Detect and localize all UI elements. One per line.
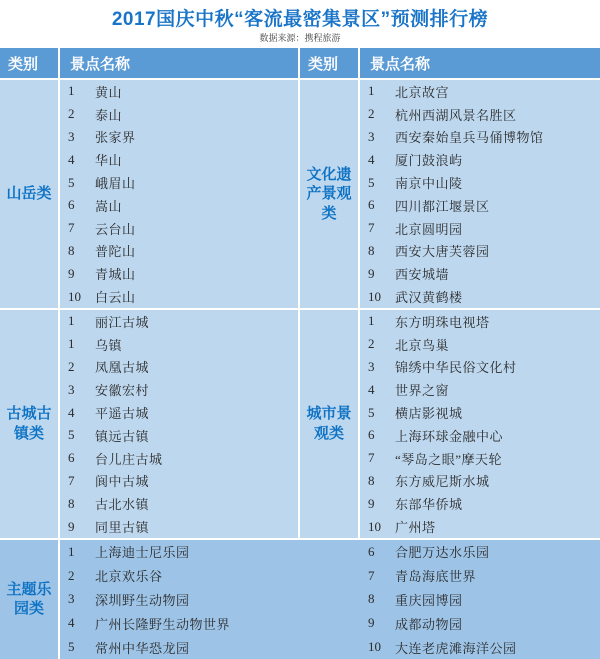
spot-name: 黄山 bbox=[95, 84, 123, 100]
table-row bbox=[60, 103, 298, 126]
table-row bbox=[360, 171, 600, 194]
rank-number: 5 bbox=[68, 174, 75, 190]
table-row bbox=[360, 103, 600, 126]
rank-number: 3 bbox=[368, 358, 375, 374]
rank-number: 9 bbox=[68, 518, 75, 534]
spot-name: 青岛海底世界 bbox=[395, 569, 477, 585]
table-row bbox=[360, 217, 600, 240]
rank-number: 3 bbox=[68, 128, 75, 144]
band-theme-parks bbox=[0, 540, 600, 659]
spot-name: 镇远古镇 bbox=[95, 428, 150, 444]
rank-number: 1 bbox=[68, 83, 75, 99]
rank-number: 5 bbox=[368, 174, 375, 190]
table-row bbox=[60, 356, 298, 379]
header-name-right: 景点名称 bbox=[360, 48, 600, 78]
table-row bbox=[60, 564, 360, 588]
rank-number: 2 bbox=[68, 106, 75, 122]
rank-number: 6 bbox=[368, 543, 375, 559]
rank-number: 5 bbox=[68, 639, 75, 655]
spot-name: 上海迪士尼乐园 bbox=[95, 545, 190, 561]
rank-number: 5 bbox=[368, 404, 375, 420]
spot-name: 乌镇 bbox=[95, 337, 123, 353]
table-row bbox=[360, 447, 600, 470]
rank-number: 8 bbox=[368, 472, 375, 488]
spot-name: 东部华侨城 bbox=[395, 497, 463, 513]
spot-name: 台儿庄古城 bbox=[95, 451, 163, 467]
spot-name: 西安秦始皇兵马俑博物馆 bbox=[395, 130, 544, 146]
rank-number: 9 bbox=[368, 265, 375, 281]
spot-name: 古北水镇 bbox=[95, 497, 150, 513]
table-row bbox=[60, 310, 298, 333]
rank-number: 4 bbox=[68, 615, 75, 631]
spot-name: 张家界 bbox=[95, 130, 136, 146]
table-row bbox=[360, 424, 600, 447]
table-row bbox=[360, 378, 600, 401]
table-row bbox=[60, 635, 360, 659]
rank-number: 2 bbox=[368, 336, 375, 352]
rank-number: 4 bbox=[68, 404, 75, 420]
rank-number: 7 bbox=[368, 567, 375, 583]
spot-name: 厦门鼓浪屿 bbox=[395, 153, 463, 169]
spot-name: 横店影视城 bbox=[395, 406, 463, 422]
table-row bbox=[360, 310, 600, 333]
items-list-theme-parks-6-10 bbox=[360, 540, 600, 659]
rank-number: 8 bbox=[368, 591, 375, 607]
table-row bbox=[60, 540, 360, 564]
rank-number: 8 bbox=[68, 242, 75, 258]
rank-number: 7 bbox=[68, 220, 75, 236]
table-row bbox=[360, 401, 600, 424]
table-row bbox=[360, 285, 600, 308]
spot-name: 北京圆明园 bbox=[395, 221, 463, 237]
table-row bbox=[360, 148, 600, 171]
table-row bbox=[60, 378, 298, 401]
spot-name: 重庆园博园 bbox=[395, 592, 463, 608]
rank-number: 1 bbox=[68, 313, 75, 329]
table-header-row bbox=[0, 48, 600, 78]
spot-name: 丽江古城 bbox=[95, 314, 150, 330]
header-name-left: 景点名称 bbox=[60, 48, 300, 78]
rank-number: 10 bbox=[368, 518, 381, 534]
spot-name: 成都动物园 bbox=[395, 616, 463, 632]
rank-number: 10 bbox=[368, 639, 381, 655]
spot-name: 东方威尼斯水城 bbox=[395, 474, 490, 490]
spot-name: 安徽宏村 bbox=[95, 383, 150, 399]
header-category-right: 类别 bbox=[300, 48, 360, 78]
table-row bbox=[60, 401, 298, 424]
spot-name: 世界之窗 bbox=[395, 383, 450, 399]
spot-name: 嵩山 bbox=[95, 198, 123, 214]
table-row bbox=[60, 194, 298, 217]
spot-name: 常州中华恐龙园 bbox=[95, 640, 190, 656]
rank-number: 8 bbox=[368, 242, 375, 258]
rank-number: 9 bbox=[368, 495, 375, 511]
table-row bbox=[60, 492, 298, 515]
rank-number: 1 bbox=[368, 83, 375, 99]
spot-name: 深圳野生动物园 bbox=[95, 592, 190, 608]
rank-number: 7 bbox=[368, 450, 375, 466]
spot-name: 西安大唐芙蓉园 bbox=[395, 244, 490, 260]
spot-name: 南京中山陵 bbox=[395, 176, 463, 192]
table-row bbox=[360, 564, 600, 588]
table-row bbox=[60, 470, 298, 493]
spot-name: 同里古镇 bbox=[95, 520, 150, 536]
category-cell-cityscape: 城市景观类 bbox=[300, 310, 360, 538]
spot-name: 广州长隆野生动物世界 bbox=[95, 616, 231, 632]
theme-parks-merged-cell bbox=[60, 540, 600, 659]
spot-name: 武汉黄鹤楼 bbox=[395, 290, 463, 306]
rank-number: 6 bbox=[368, 197, 375, 213]
spot-name: 大连老虎滩海洋公园 bbox=[395, 640, 517, 656]
rank-number: 4 bbox=[368, 151, 375, 167]
table-row bbox=[360, 80, 600, 103]
spot-name: 阆中古城 bbox=[95, 474, 150, 490]
table-row bbox=[60, 333, 298, 356]
spot-name: 合肥万达水乐园 bbox=[395, 545, 490, 561]
category-cell-mountains: 山岳类 bbox=[0, 80, 60, 308]
spot-name: 华山 bbox=[95, 153, 123, 169]
category-cell-theme-parks: 主题乐园类 bbox=[0, 540, 60, 659]
spot-name: 四川都江堰景区 bbox=[395, 198, 490, 214]
rank-number: 6 bbox=[368, 427, 375, 443]
table-row bbox=[360, 262, 600, 285]
spot-name: 锦绣中华民俗文化村 bbox=[395, 360, 517, 376]
table-row bbox=[360, 611, 600, 635]
header-category-left: 类别 bbox=[0, 48, 60, 78]
table-row bbox=[360, 356, 600, 379]
table-row bbox=[360, 635, 600, 659]
rank-number: 4 bbox=[68, 151, 75, 167]
rank-number: 2 bbox=[68, 567, 75, 583]
table-row bbox=[60, 447, 298, 470]
rank-number: 6 bbox=[68, 197, 75, 213]
table-row bbox=[60, 424, 298, 447]
spot-name: 云台山 bbox=[95, 221, 136, 237]
table-row bbox=[60, 611, 360, 635]
table-row bbox=[360, 194, 600, 217]
items-list-ancient-towns bbox=[60, 310, 300, 538]
table-row bbox=[60, 148, 298, 171]
rank-number: 4 bbox=[368, 381, 375, 397]
spot-name: 泰山 bbox=[95, 107, 123, 123]
rank-number: 10 bbox=[68, 288, 81, 304]
rank-number: 1 bbox=[68, 543, 75, 559]
rank-number: 10 bbox=[368, 288, 381, 304]
rank-number: 7 bbox=[368, 220, 375, 236]
spot-name: 北京欢乐谷 bbox=[95, 569, 163, 585]
items-list-mountains bbox=[60, 80, 300, 308]
table-row bbox=[360, 515, 600, 538]
table-row bbox=[360, 240, 600, 263]
rank-number: 2 bbox=[68, 358, 75, 374]
spot-name: 青城山 bbox=[95, 267, 136, 283]
page-title: 2017国庆中秋“客流最密集景区”预测排行榜 bbox=[111, 9, 489, 30]
rank-number: 9 bbox=[68, 265, 75, 281]
spot-name: 峨眉山 bbox=[95, 176, 136, 192]
table-row bbox=[60, 217, 298, 240]
spot-name: 北京故宫 bbox=[395, 84, 450, 100]
category-cell-ancient-towns: 古城古镇类 bbox=[0, 310, 60, 538]
table-row bbox=[360, 540, 600, 564]
rank-number: 7 bbox=[68, 472, 75, 488]
rank-number: 1 bbox=[368, 313, 375, 329]
spot-name: 广州塔 bbox=[395, 520, 436, 536]
rank-number: 2 bbox=[368, 106, 375, 122]
spot-name: 北京鸟巢 bbox=[395, 337, 450, 353]
table-row bbox=[360, 126, 600, 149]
spot-name: 白云山 bbox=[95, 290, 136, 306]
rank-number: 5 bbox=[68, 427, 75, 443]
rank-number: 6 bbox=[68, 450, 75, 466]
band-towns-city bbox=[0, 310, 600, 538]
rank-number: 1 bbox=[68, 336, 75, 352]
rank-number: 8 bbox=[68, 495, 75, 511]
items-list-heritage bbox=[360, 80, 600, 308]
rank-number: 3 bbox=[368, 128, 375, 144]
ranking-table bbox=[0, 48, 600, 659]
table-row bbox=[60, 515, 298, 538]
table-row bbox=[360, 333, 600, 356]
table-row bbox=[60, 171, 298, 194]
table-row bbox=[60, 80, 298, 103]
table-row bbox=[60, 588, 360, 612]
table-row bbox=[60, 262, 298, 285]
data-source-note: 数据来源：携程旅游 bbox=[259, 33, 341, 43]
spot-name: 杭州西湖风景名胜区 bbox=[395, 107, 517, 123]
spot-name: 西安城墙 bbox=[395, 267, 450, 283]
spot-name: 凤凰古城 bbox=[95, 360, 150, 376]
table-row bbox=[60, 126, 298, 149]
table-row bbox=[360, 492, 600, 515]
table-row bbox=[60, 285, 298, 308]
spot-name: “琴岛之眼”摩天轮 bbox=[395, 451, 503, 467]
rank-number: 9 bbox=[368, 615, 375, 631]
spot-name: 平遥古城 bbox=[95, 406, 150, 422]
items-list-cityscape bbox=[360, 310, 600, 538]
spot-name: 东方明珠电视塔 bbox=[395, 314, 490, 330]
rank-number: 3 bbox=[68, 591, 75, 607]
table-row bbox=[360, 588, 600, 612]
table-row bbox=[360, 470, 600, 493]
spot-name: 上海环球金融中心 bbox=[395, 428, 504, 444]
category-cell-heritage: 文化遗产景观类 bbox=[300, 80, 360, 308]
band-mountains-heritage bbox=[0, 80, 600, 308]
table-row bbox=[60, 240, 298, 263]
items-list-theme-parks-1-5 bbox=[60, 540, 360, 659]
rank-number: 3 bbox=[68, 381, 75, 397]
spot-name: 普陀山 bbox=[95, 244, 136, 260]
